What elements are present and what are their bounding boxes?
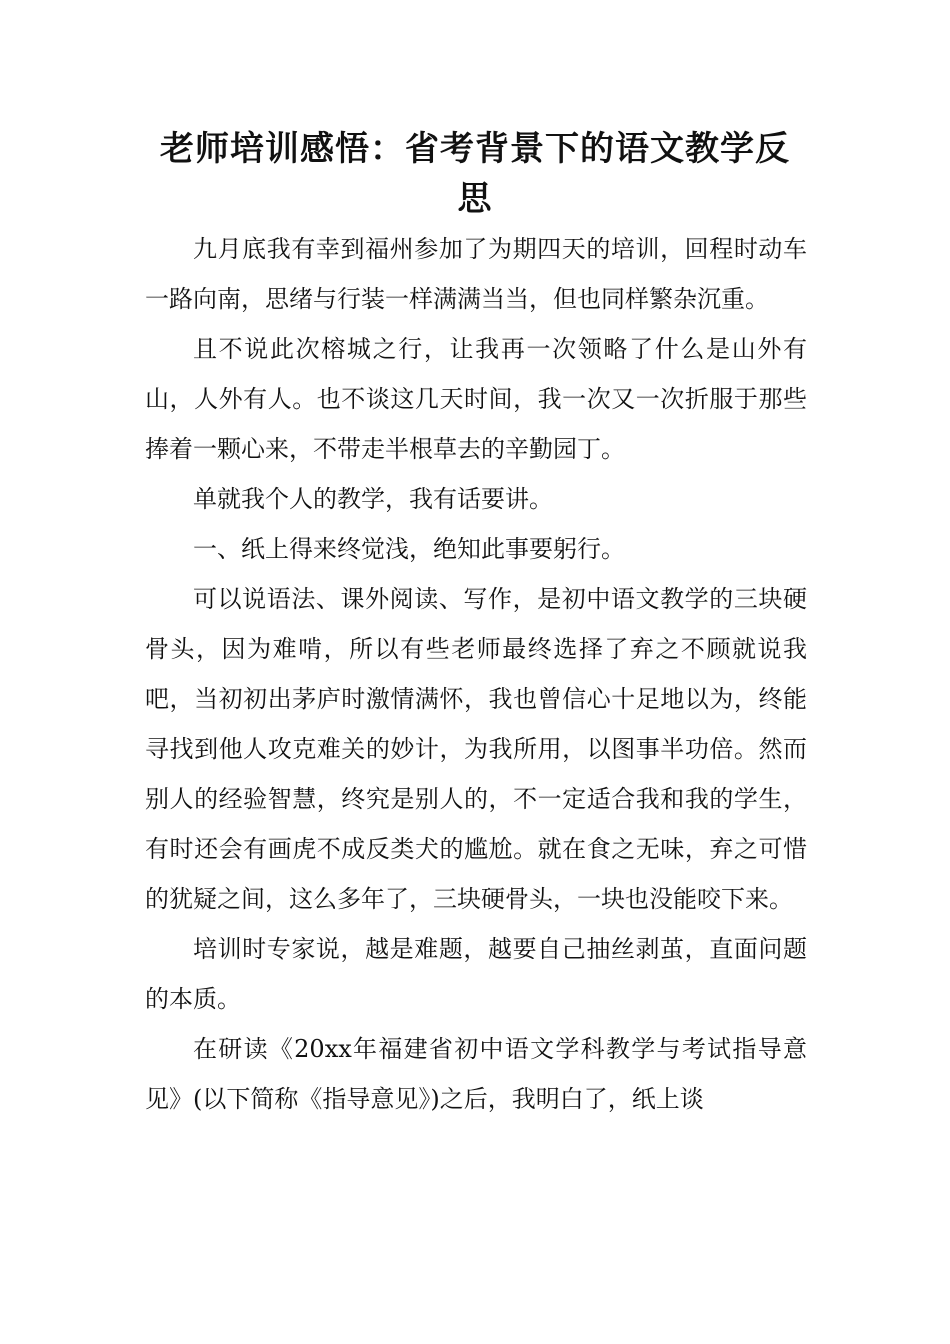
paragraph-6: 培训时专家说，越是难题，越要自己抽丝剥茧，直面问题的本质。 [145,935,807,1013]
document-body [145,224,807,1124]
paragraph-2: 且不说此次榕城之行，让我再一次领略了什么是山外有山，人外有人。也不谈这几天时间，我一次又一次折服于那些捧着一颗心来，不带走半根草去的辛勤园丁。 [145,335,807,463]
paragraph-4: 一、纸上得来终觉浅，绝知此事要躬行。 [193,535,625,563]
paragraph-3: 单就我个人的教学，我有话要讲。 [193,485,553,513]
paragraph-7: 在研读《20xx年福建省初中语文学科教学与考试指导意见》(以下简称《指导意见》)之后，我明白了，纸上谈 [145,1035,807,1113]
document-title: 老师培训感悟：省考背景下的语文教学反思 [160,129,790,219]
paragraph-5: 可以说语法、课外阅读、写作，是初中语文教学的三块硬骨头，因为难啃，所以有些老师最终选择了弃之不顾就说我吧，当初初出茅庐时激情满怀，我也曾信心十足地以为，终能寻找到他人攻克难关的妙计，为我所用，以图事半功倍。然而别人的经验智慧，终究是别人的，不一定适合我和我的学生，有时还会有画虎不成反类犬的尴尬。就在食之无味，弃之可惜的犹疑之间，这么多年了，三块硬骨头，一块也没能咬下来。 [145,585,807,913]
paragraph-1: 九月底我有幸到福州参加了为期四天的培训，回程时动车一路向南，思绪与行装一样满满当当，但也同样繁杂沉重。 [145,235,807,313]
